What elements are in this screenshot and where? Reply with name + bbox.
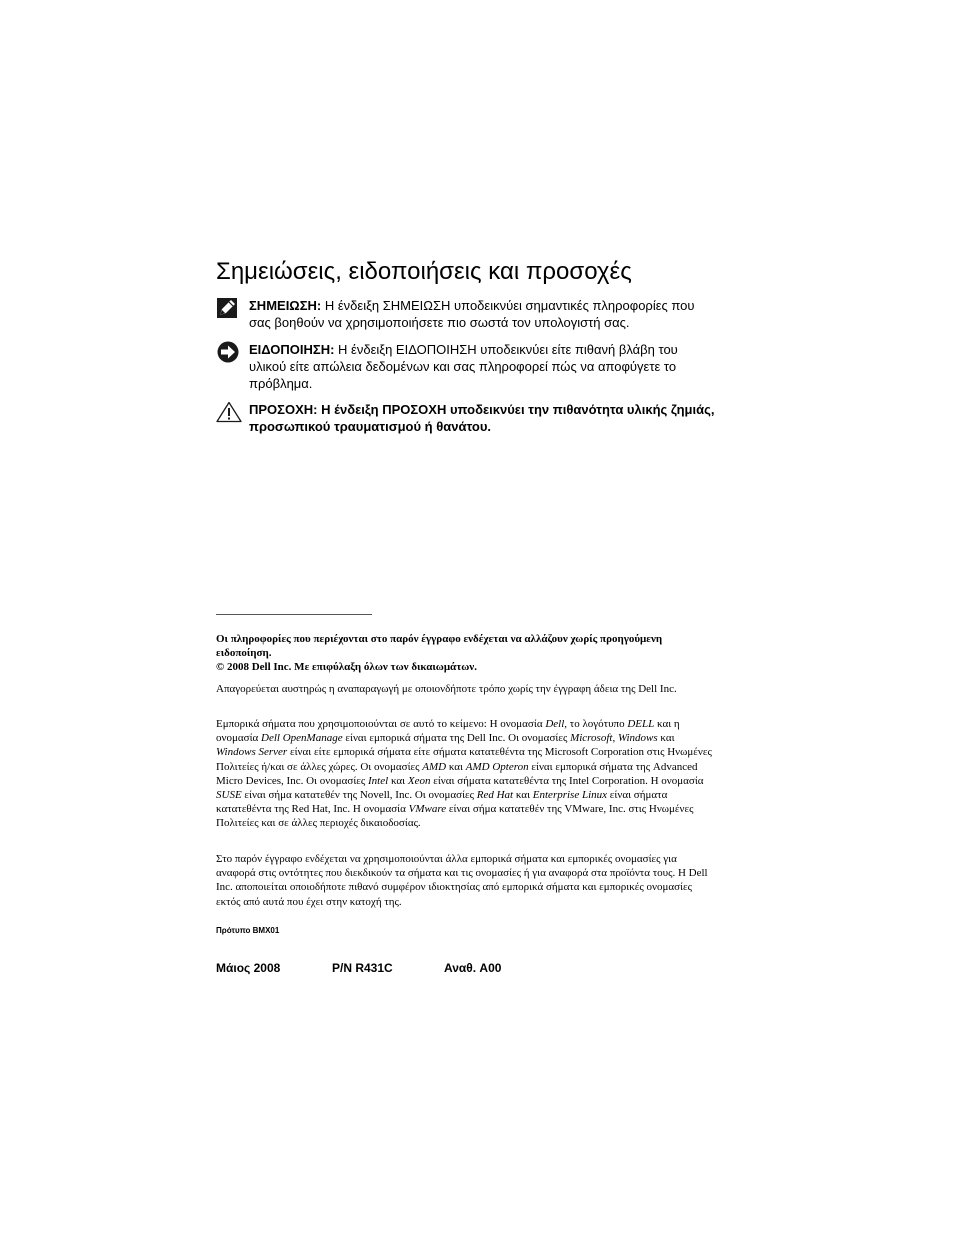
trademark-text: είναι είτε εμπορικά σήματα είτε σήματα κατατεθέντα της Microsoft Corporation στις Ηνωμένες Πολιτείες ή/και σε άλλες χώρες. Οι ονομασίες <box>216 746 712 773</box>
trademark-enterprise-linux: Enterprise Linux <box>532 789 608 802</box>
note-pencil-icon <box>216 297 242 319</box>
notice-text: Η ένδειξη ΕΙΔΟΠΟΙΗΣΗ υποδεικνύει είτε πιθανή βλάβη του υλικού είτε απώλεια δεδομένων και σας πληροφορεί πώς να αποφύγετε το πρόβλημα. <box>249 342 678 391</box>
trademark-amd-opteron: AMD Opteron <box>465 760 529 773</box>
legal-disclaimer <box>216 632 716 675</box>
trademark-text: και <box>657 732 675 745</box>
trademark-text: και <box>388 774 408 787</box>
caution-text: Η ένδειξη ΠΡΟΣΟΧΗ υποδεικνύει την πιθανότητα υλικής ζημιάς, προσωπικού τραυματισμού ή θανάτου. <box>249 402 715 434</box>
trademark-suse: SUSE <box>216 789 242 802</box>
trademark-amd: AMD <box>422 760 447 773</box>
page-heading: Σημειώσεις, ειδοποιήσεις και προσοχές <box>216 258 632 285</box>
caution-label: ΠΡΟΣΟΧΗ: <box>249 402 318 417</box>
note-label: ΣΗΜΕΙΩΣΗ: <box>249 298 322 313</box>
footer-revision: Αναθ. A00 <box>444 961 502 975</box>
trademark-text: είναι σήμα κατατεθέν της VMware, Inc. στις Ηνωμένες Πολιτείες και σε άλλες περιοχές δικαιοδοσίας. <box>216 803 694 830</box>
footer-date: Μάιος 2008 <box>216 961 281 975</box>
trademark-xeon: Xeon <box>407 774 431 787</box>
trademark-text: , το λογότυπο <box>564 718 628 730</box>
separator-rule <box>216 614 372 615</box>
note-block <box>216 297 716 331</box>
trademark-openmanage: Dell OpenManage <box>261 732 343 745</box>
trademark-text: είναι εμπορικά σήματα της Advanced Micro Devices, Inc. Οι ονομασίες <box>216 760 698 787</box>
model-number: Πρότυπο BMX01 <box>216 926 280 935</box>
notice-label: ΕΙΔΟΠΟΙΗΣΗ: <box>249 342 335 357</box>
trademark-text: και <box>513 789 533 802</box>
trademark-text: και <box>446 760 466 773</box>
trademark-vmware: VMware <box>408 803 447 816</box>
trademark-text: είναι σήμα κατατεθέν της Novell, Inc. Οι ονομασίες <box>241 789 477 802</box>
trademark-windows-server: Windows Server <box>216 746 288 759</box>
trademark-intel: Intel <box>368 774 389 787</box>
trademark-text: και η ονομασία <box>216 718 680 745</box>
legal-reproduction: Απαγορεύεται αυστηρώς η αναπαραγωγή με οποιονδήποτε τρόπο χωρίς την έγγραφη άδεια της Dell Inc. <box>216 683 677 695</box>
copyright-text: © 2008 Dell Inc. Με επιφύλαξη όλων των δικαιωμάτων. <box>216 661 477 674</box>
legal-other-marks: Στο παρόν έγγραφο ενδέχεται να χρησιμοποιούνται άλλα εμπορικά σήματα και εμπορικές ονομασίες για αναφορά στις οντότητες που διεκδικούν τα σήματα και τις ονομασίες ή για αναφορά στα προϊόντα τους. Η Dell Inc. αποποιείται οποιοδήποτε πιθανό συμφέρον ιδιοκτησίας από εμπορικά σήματα και εμπορικές ονομασίες εκτός από αυτά που έχει στην κατοχή της. <box>216 853 708 908</box>
trademark-dell-logo: DELL <box>627 718 655 730</box>
trademark-red-hat: Red Hat <box>476 789 514 802</box>
warning-triangle-icon <box>216 401 242 423</box>
disclaimer-text: Οι πληροφορίες που περιέχονται στο παρόν έγγραφο ενδέχεται να αλλάζουν χωρίς προηγούμενη ειδοποίηση. <box>216 633 663 660</box>
trademark-microsoft: Microsoft <box>570 732 613 745</box>
caution-block <box>216 401 716 435</box>
trademark-text: , <box>612 732 618 745</box>
footer-part-number: P/N R431C <box>332 961 393 975</box>
trademark-dell: Dell <box>545 718 565 730</box>
notice-circle-arrow-icon <box>216 341 242 363</box>
note-text: Η ένδειξη ΣΗΜΕΙΩΣΗ υποδεικνύει σημαντικές πληροφορίες που σας βοηθούν να χρησιμοποιήσετε πιο σωστά τον υπολογιστή σας. <box>249 298 695 330</box>
notice-block <box>216 341 716 392</box>
legal-trademarks <box>216 717 716 831</box>
trademark-text: είναι εμπορικά σήματα της Dell Inc. Οι ονομασίες <box>342 732 571 745</box>
trademark-text: είναι σήματα κατατεθέντα της Red Hat, Inc. Η ονομασία <box>216 789 668 816</box>
trademark-windows: Windows <box>617 732 658 745</box>
trademark-text: είναι σήματα κατατεθέντα της Intel Corporation. Η ονομασία <box>430 774 704 787</box>
trademark-text: Εμπορικά σήματα που χρησιμοποιούνται σε αυτό το κείμενο: Η ονομασία <box>216 718 546 730</box>
